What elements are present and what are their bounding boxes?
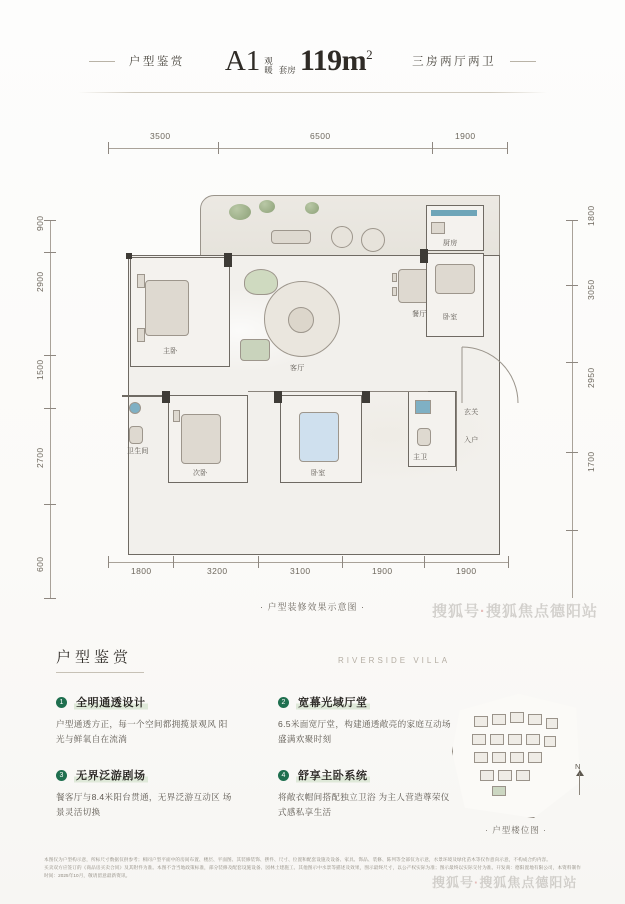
feature-item-3 xyxy=(56,767,234,820)
nightstand xyxy=(173,410,180,422)
dim-bottom-2: 3200 xyxy=(207,566,228,576)
model-name-vertical xyxy=(264,57,273,78)
header-rule-left xyxy=(89,61,115,62)
dim-left-3: 1500 xyxy=(35,359,45,380)
site-unit xyxy=(480,770,494,781)
bullet-badge-icon: 1 xyxy=(56,697,67,708)
dim-tick xyxy=(566,285,578,286)
dim-right-1: 1800 xyxy=(586,205,596,226)
dining-chair xyxy=(392,287,397,296)
site-unit xyxy=(510,712,524,723)
label-living: 客厅 xyxy=(290,365,305,372)
column xyxy=(420,249,428,263)
feature-heading: 宽幕光域厅堂 xyxy=(296,694,370,710)
wall-line xyxy=(456,391,457,471)
nightstand xyxy=(137,274,145,288)
site-unit xyxy=(492,752,506,763)
site-plan-caption: · 户型楼位图 · xyxy=(485,825,547,835)
site-unit xyxy=(474,716,488,727)
dim-left-5: 600 xyxy=(35,556,45,572)
watermark-dot: · xyxy=(480,603,487,620)
dim-bottom-3: 3100 xyxy=(290,566,311,576)
area-value xyxy=(300,44,372,78)
suite-label-vertical xyxy=(279,66,296,78)
label-bedroom-right: 卧室 xyxy=(443,314,458,321)
dim-tick xyxy=(44,252,56,253)
dim-top-line xyxy=(108,148,508,149)
watermark-tail: 搜狐焦点德阳站 xyxy=(479,875,578,890)
door-swing-icon xyxy=(460,345,520,405)
column xyxy=(274,391,282,403)
compass-icon xyxy=(571,764,589,798)
column xyxy=(126,253,132,259)
kitchen-counter xyxy=(431,210,477,216)
dim-top-2: 6500 xyxy=(310,131,331,141)
dim-tick xyxy=(44,220,56,221)
room-master-bedroom xyxy=(130,257,230,367)
dim-bottom-5: 1900 xyxy=(456,566,477,576)
feature-body: 6.5米面宽厅堂，构建通透敞亮的家庭互动场 盛满欢聚时刻 xyxy=(278,719,451,745)
bed-furniture xyxy=(145,280,189,336)
site-unit xyxy=(516,770,530,781)
plant-icon xyxy=(305,202,319,214)
feature-heading: 舒享主卧系统 xyxy=(296,767,370,783)
label-master-bath: 主卫 xyxy=(413,454,428,461)
dim-right-2: 3050 xyxy=(586,279,596,300)
model-name-char2: 暖 xyxy=(264,64,273,75)
dim-tick xyxy=(108,142,109,154)
plan-caption: · 户型装修效果示意图 · xyxy=(260,602,365,612)
header xyxy=(0,30,625,92)
dining-chair xyxy=(392,273,397,282)
feature-body: 将敞衣帽间搭配独立卫浴 为主人营造尊荣仪式感私享生活 xyxy=(278,792,450,818)
watermark-brand: 搜狐号 xyxy=(432,603,481,620)
header-left-label: 户型鉴赏 xyxy=(128,56,185,68)
column xyxy=(224,253,232,267)
dim-top-1: 3500 xyxy=(150,131,171,141)
sofa-bed xyxy=(435,264,475,294)
room-bathroom-left xyxy=(122,395,162,455)
model-name-char1: 观 xyxy=(264,55,273,66)
kitchen-sink xyxy=(431,222,445,234)
site-unit xyxy=(544,736,556,747)
dim-top-3: 1900 xyxy=(455,131,476,141)
sink-icon xyxy=(129,402,141,414)
bullet-badge-icon: 3 xyxy=(56,770,67,781)
balcony-chair xyxy=(361,228,385,252)
disclaimer xyxy=(44,856,581,880)
site-unit xyxy=(546,718,558,729)
plant-icon xyxy=(259,200,275,213)
dim-bottom-1: 1800 xyxy=(131,566,152,576)
feature-body: 户型通透方正，每一个空间都拥揽景观风 阳光与鲜氧自在流淌 xyxy=(56,719,228,745)
label-dining: 餐厅 xyxy=(412,311,427,318)
toilet-icon xyxy=(129,426,143,444)
balcony-chair xyxy=(331,226,353,248)
site-plan xyxy=(452,690,580,818)
header-divider xyxy=(78,92,547,93)
header-rule-right xyxy=(510,61,536,62)
bed-furniture xyxy=(299,412,339,462)
room-master-bath xyxy=(408,391,456,467)
plant-pot xyxy=(244,269,278,295)
label-third-bedroom: 卧室 xyxy=(311,470,326,477)
site-unit xyxy=(510,752,524,763)
label-bathroom-left: 卫生间 xyxy=(127,448,149,455)
label-master-bedroom: 主卧 xyxy=(163,348,178,355)
dim-tick xyxy=(44,355,56,356)
dim-left-1: 900 xyxy=(35,215,45,231)
label-second-bedroom: 次卧 xyxy=(193,470,208,477)
watermark-brand: 搜狐号 xyxy=(432,875,475,890)
header-right-label: 三房两厅两卫 xyxy=(412,56,497,68)
feature-heading: 无界泛游剧场 xyxy=(74,767,148,783)
header-model xyxy=(225,44,372,78)
disclaimer-line-1: 本图仅为户型构示意，所标尺寸数据仅供参考；相同户型平面中的房间布置、楼层、平面图、其装修装饰、摆件、尺寸、位置和配套设施及设备、家具、饰品、装修、陈列等全部仅为示意，水景环境及绿化苗木等仅作意向示意，不构成合约内容。 xyxy=(44,857,551,862)
room-kitchen xyxy=(426,205,484,251)
features-row-1 xyxy=(56,694,456,747)
dim-tick xyxy=(507,142,508,154)
feature-item-2 xyxy=(278,694,456,747)
room-bedroom-right xyxy=(426,253,484,337)
feature-item-1 xyxy=(56,694,234,747)
area-number: 119m xyxy=(299,44,367,77)
site-unit xyxy=(472,734,486,745)
feature-heading: 全明通透设计 xyxy=(74,694,148,710)
label-foyer: 玄关 xyxy=(464,409,479,416)
features-section xyxy=(0,632,625,842)
dim-right-3: 2950 xyxy=(586,367,596,388)
feature-item-4 xyxy=(278,767,456,820)
dim-tick xyxy=(566,362,578,363)
plant-icon xyxy=(229,204,251,220)
features-underline xyxy=(56,672,144,673)
dim-tick xyxy=(218,142,219,154)
dim-right-line xyxy=(572,220,573,598)
watermark-dot: · xyxy=(474,875,480,890)
disclaimer-line-2: 买卖双方应签订的《商品房买卖合同》及其附件为准。本图不含当地政策标准，部分装修及配套设施设备、园林土建施工、其他图示中水景等描述及效果，图示最终尺寸，以公产权实际为准；图示最终以实际交付为准。开发商：德阳置地有限公司，本资料制作时间：2025年10月，敬请留意最新资讯。 xyxy=(44,865,581,879)
room-third-bedroom xyxy=(280,395,362,483)
label-entry: 入户 xyxy=(464,437,479,444)
site-unit xyxy=(526,734,540,745)
dim-tick xyxy=(44,408,56,409)
site-unit xyxy=(528,752,542,763)
features-list xyxy=(56,694,456,840)
compass-north-label: N xyxy=(575,762,581,771)
dim-tick xyxy=(566,530,578,531)
site-unit xyxy=(490,734,504,745)
dim-left-line xyxy=(50,220,51,598)
toilet-icon xyxy=(417,428,431,446)
room-second-bedroom xyxy=(168,395,248,483)
nightstand xyxy=(137,328,145,342)
dim-left-4: 2700 xyxy=(35,447,45,468)
dim-bottom-4: 1900 xyxy=(372,566,393,576)
dim-tick xyxy=(566,452,578,453)
site-unit xyxy=(474,752,488,763)
balcony-table xyxy=(271,230,311,244)
bullet-badge-icon: 2 xyxy=(278,697,289,708)
site-unit-highlight xyxy=(492,786,506,796)
site-unit xyxy=(492,714,506,725)
dim-tick xyxy=(432,142,433,154)
label-kitchen: 厨房 xyxy=(443,240,458,247)
column xyxy=(362,391,370,403)
dim-tick xyxy=(44,504,56,505)
site-unit xyxy=(508,734,522,745)
site-unit xyxy=(498,770,512,781)
site-unit xyxy=(528,714,542,725)
floorplan-area xyxy=(0,100,625,620)
room-living xyxy=(236,263,376,383)
dim-tick xyxy=(566,220,578,221)
features-title: 户型鉴赏 xyxy=(56,650,133,666)
bed-furniture xyxy=(181,414,221,464)
features-subtitle-en: RIVERSIDE VILLA xyxy=(338,656,451,665)
feature-body: 餐客厅与8.4米阳台贯通，无界泛游互动区 场景灵活切换 xyxy=(56,792,232,818)
dim-tick xyxy=(508,556,509,568)
dim-right-4: 1700 xyxy=(586,451,596,472)
compass-needle xyxy=(579,773,580,795)
bullet-badge-icon: 4 xyxy=(278,770,289,781)
bathtub-icon xyxy=(415,400,431,414)
watermark-tail: 搜狐焦点德阳站 xyxy=(486,603,599,620)
model-code: A1 xyxy=(224,45,261,77)
features-row-2 xyxy=(56,767,456,820)
ottoman xyxy=(240,339,270,361)
area-unit-sup: 2 xyxy=(366,47,373,62)
column xyxy=(162,391,170,403)
dim-left-2: 2900 xyxy=(35,271,45,292)
floorplan-drawing xyxy=(108,195,508,585)
suite-char1: 套房 xyxy=(278,64,296,75)
dim-tick xyxy=(44,598,56,599)
coffee-table xyxy=(288,307,314,333)
